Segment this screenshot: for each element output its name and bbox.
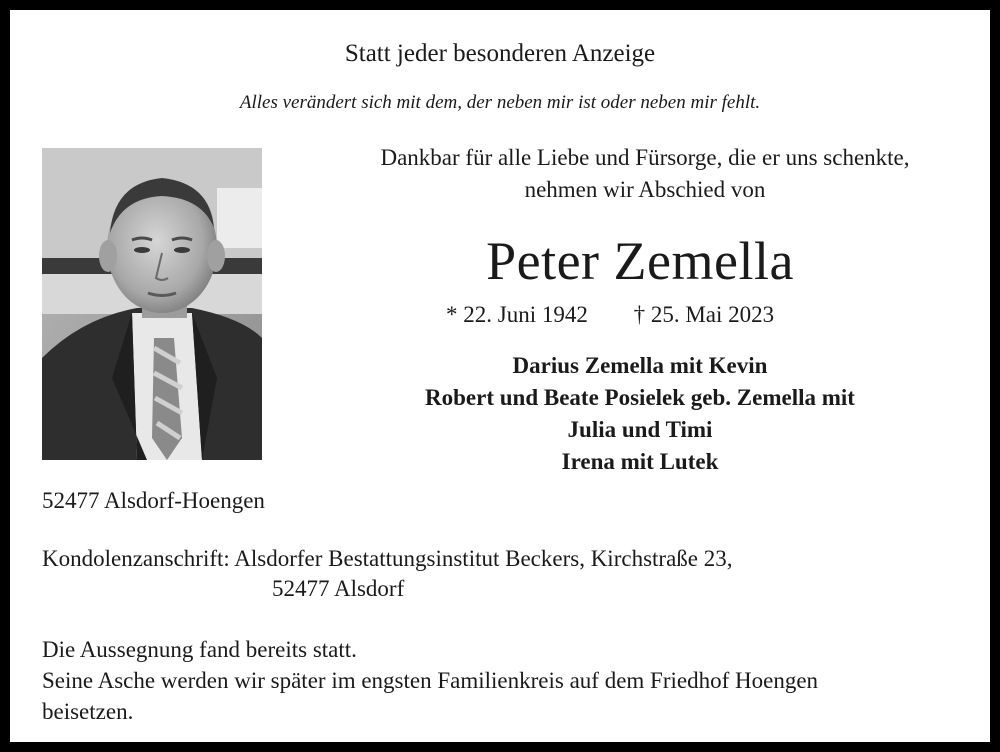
intro-text [300, 142, 990, 206]
birth-date: * 22. Juni 1942 [446, 302, 588, 327]
notes-line-1: Die Aussegnung fand bereits statt. [42, 637, 357, 662]
portrait-photo [42, 148, 262, 460]
family-list [300, 350, 980, 478]
family-line: Darius Zemella mit Kevin [512, 353, 768, 378]
family-line: Julia und Timi [567, 417, 713, 442]
intro-line-2: nehmen wir Abschied von [524, 177, 766, 202]
notice-header: Statt jeder besonderen Anzeige [344, 40, 656, 67]
deceased-name: Peter Zemella [486, 231, 794, 291]
family-line: Irena mit Lutek [561, 449, 719, 474]
death-date: † 25. Mai 2023 [633, 302, 775, 327]
residence-city: 52477 Alsdorf-Hoengen [42, 488, 265, 513]
condolence-address-line-2: 52477 Alsdorf [272, 576, 405, 601]
life-dates [446, 302, 774, 328]
intro-line-1: Dankbar für alle Liebe und Fürsorge, die er uns schenkte, [380, 145, 910, 170]
motto-quote: Alles verändert sich mit dem, der neben mir ist oder neben mir fehlt. [239, 92, 761, 113]
condolence-address-line-1: Kondolenzanschrift: Alsdorfer Bestattungsinstitut Beckers, Kirchstraße 23, [42, 546, 733, 571]
notes-line-2: Seine Asche werden wir später im engsten Familienkreis auf dem Friedhof Hoengen [42, 668, 819, 693]
notes-line-3: beisetzen. [42, 699, 134, 724]
funeral-notes [42, 634, 818, 727]
family-line: Robert und Beate Posielek geb. Zemella mit [425, 385, 855, 410]
